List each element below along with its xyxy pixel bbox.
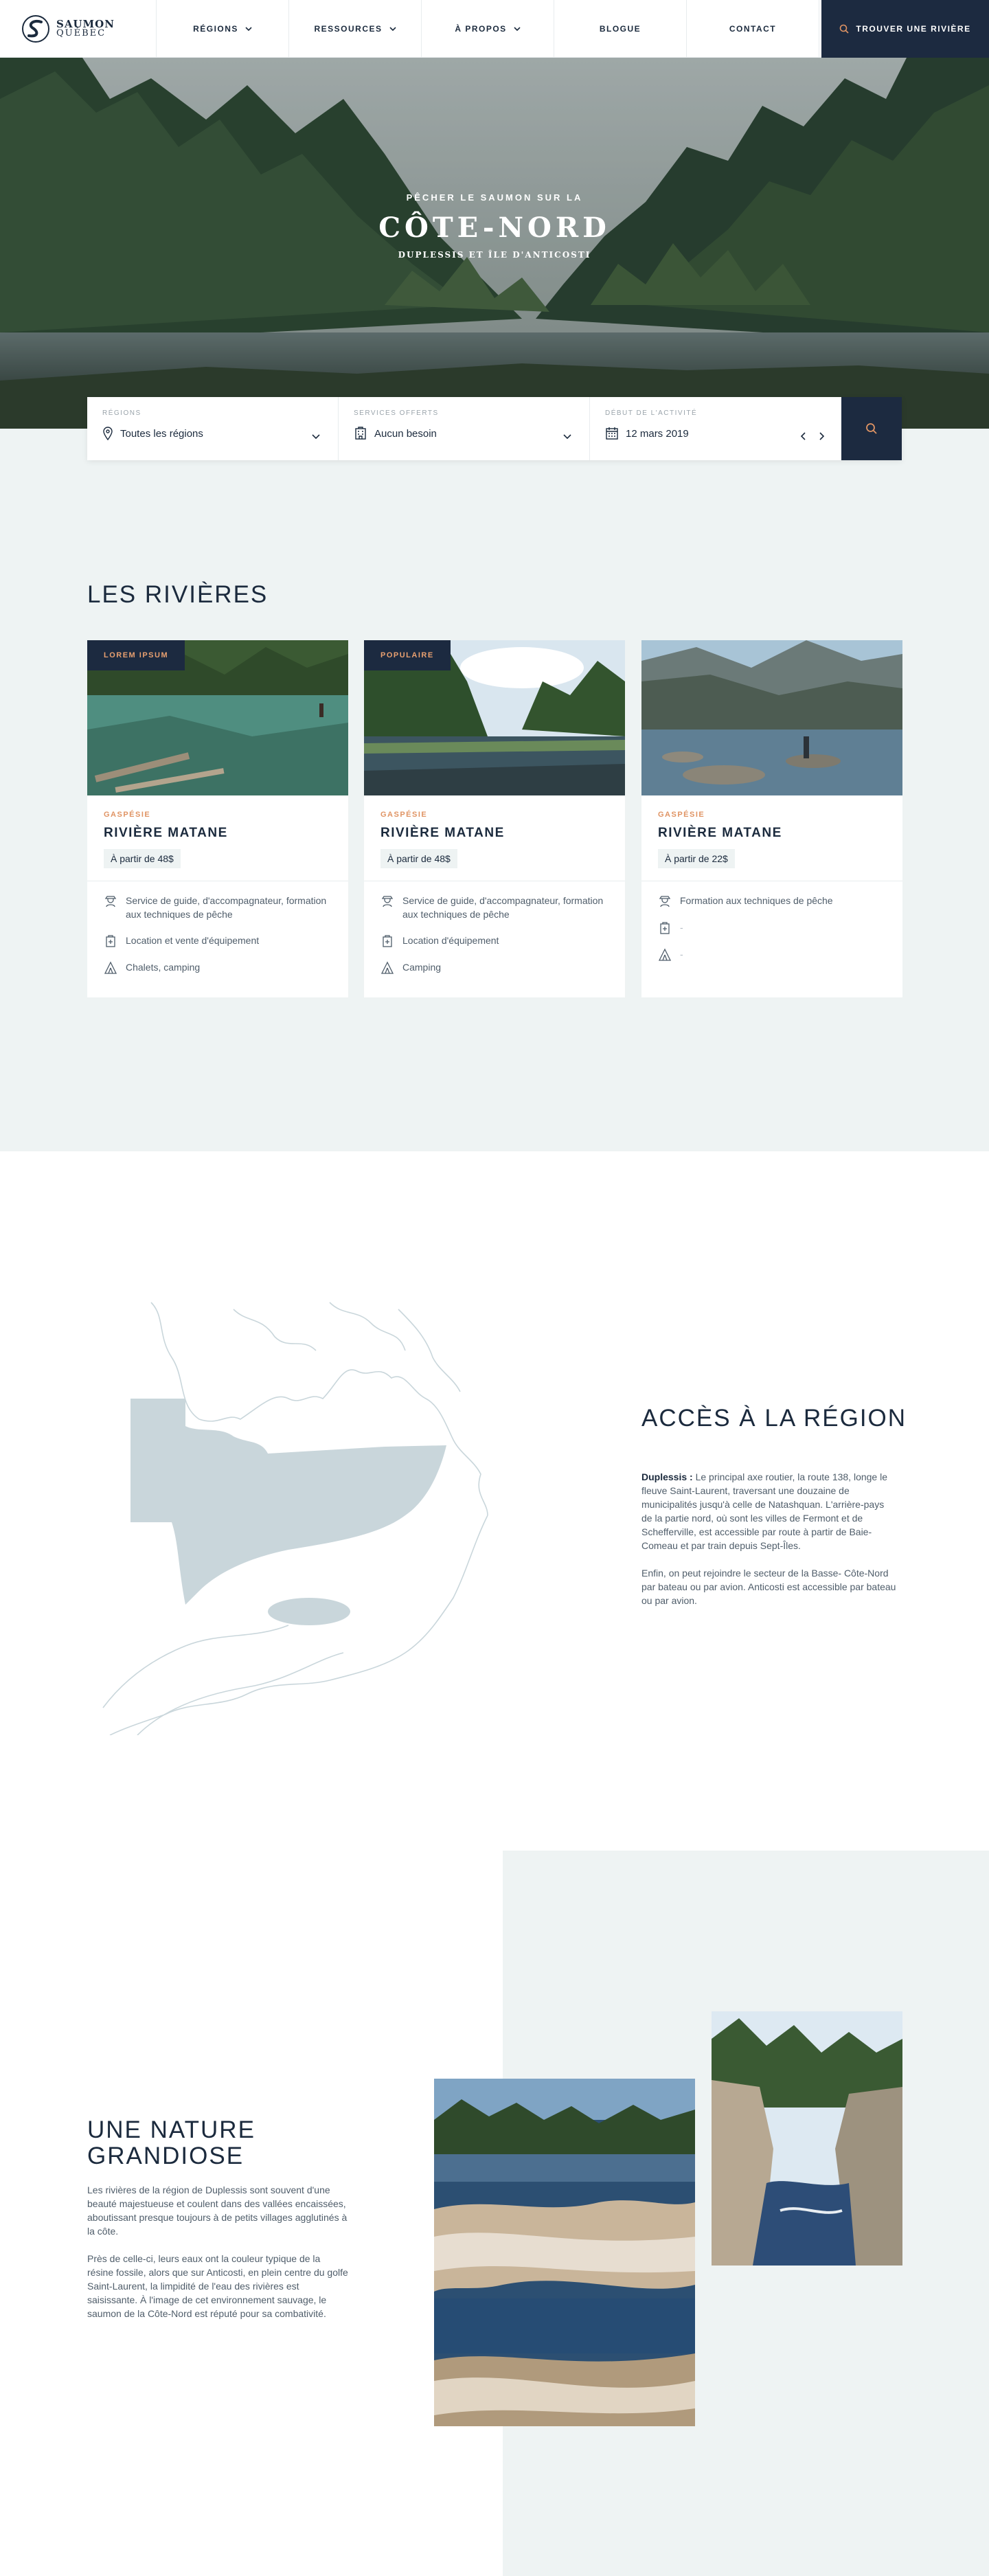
nav-item-label: BLOGUE: [599, 24, 641, 34]
find-river-button[interactable]: [821, 0, 989, 58]
salmon-logo-icon: [21, 14, 51, 44]
tent-icon: [380, 961, 394, 975]
river-photo: [641, 640, 902, 795]
service-label: Service de guide, d'accompagnateur, formation aux techniques de pêche: [126, 895, 327, 920]
chevron-down-icon: [563, 433, 571, 440]
nature-paragraph-2: Près de celle-ci, leurs eaux ont la couleur typique de la résine fossile, alors que sur Anticosti, en plein centre du golfe Saint-Laurent, la limpidité de l'eau des rivières est saisissante. À l'image de cet environnement sauvage, le saumon de la Côte-Nord est réputé pour sa combativité.: [87, 2253, 348, 2319]
nav-item-contact[interactable]: [687, 0, 819, 58]
river-search-bar: [87, 397, 902, 460]
card-region: GASPÉSIE: [380, 811, 428, 819]
service-label: -: [680, 922, 683, 933]
rivers-title: LES RIVIÈRES: [87, 581, 269, 608]
guide-icon: [380, 894, 394, 908]
chevron-down-icon: [245, 25, 252, 32]
date-label: DÉBUT DE L'ACTIVITÉ: [605, 409, 698, 417]
card-price: À partir de 48$: [104, 849, 181, 868]
card-badge: POPULAIRE: [364, 640, 451, 670]
service-label: Formation aux techniques de pêche: [680, 895, 833, 906]
river-photo: [364, 640, 625, 795]
nature-section: [0, 1797, 989, 2576]
nature-text: [87, 2183, 348, 2320]
rivers-section: [0, 429, 989, 1151]
guide-icon: [658, 894, 672, 908]
hero-title: CÔTE-NORD: [378, 212, 611, 244]
chevron-right-icon[interactable]: [818, 431, 825, 441]
access-paragraph-1: Le principal axe routier, la route 138, longe le fleuve Saint-Laurent, traversant une douzaine de municipalités jusqu'à celle de Natashquan. L'arrière-pays de la partie nord, où sont les villes de Fermont et de Schefferville, est accessible par route à partir de Baie-Comeau et par train depuis Sept-Îles.: [641, 1471, 887, 1551]
access-section: [0, 1151, 989, 1797]
find-river-label: TROUVER UNE RIVIÈRE: [856, 24, 971, 34]
access-paragraph-2: Enfin, on peut rejoindre le secteur de la Basse- Côte-Nord par bateau ou par avion. Anticosti est accessible par bateau ou par avion.: [641, 1568, 896, 1606]
access-title: ACCÈS À LA RÉGION: [641, 1405, 907, 1432]
chevron-down-icon: [389, 25, 396, 32]
service-item: [87, 960, 348, 975]
nav-item-about[interactable]: [422, 0, 554, 58]
search-icon: [839, 24, 849, 34]
services-value: Aucun besoin: [374, 427, 437, 440]
card-badge: LOREM IPSUM: [87, 640, 185, 670]
nature-title: UNE NATURE GRANDIOSE: [87, 2116, 255, 2169]
service-label: Camping: [402, 962, 442, 973]
service-item: [364, 934, 625, 948]
river-image: [641, 640, 902, 795]
canyon-photo: [712, 2011, 902, 2266]
access-text: [641, 1470, 897, 1607]
services-select[interactable]: [339, 397, 590, 460]
card-river-name: RIVIÈRE MATANE: [658, 826, 782, 840]
card-price: À partir de 48$: [380, 849, 457, 868]
search-submit-button[interactable]: [841, 397, 902, 460]
region-map: [82, 1296, 522, 1735]
service-item: [641, 947, 902, 962]
hero-kicker: PÊCHER LE SAUMON SUR LA: [406, 192, 583, 203]
equipment-icon: [380, 934, 394, 948]
tent-icon: [104, 961, 117, 975]
card-river-name: RIVIÈRE MATANE: [104, 826, 228, 840]
service-item: [641, 920, 902, 935]
river-card[interactable]: [87, 640, 348, 997]
card-river-name: RIVIÈRE MATANE: [380, 826, 505, 840]
chevron-down-icon: [514, 25, 521, 32]
card-price: À partir de 22$: [658, 849, 735, 868]
service-label: Service de guide, d'accompagnateur, formation aux techniques de pêche: [402, 895, 604, 920]
nav-item-resources[interactable]: [289, 0, 422, 58]
card-region: GASPÉSIE: [104, 811, 151, 819]
brand-line1: SAUMON: [56, 18, 115, 30]
service-item: [364, 960, 625, 975]
rapids-photo: [434, 2079, 695, 2426]
building-icon: [354, 427, 367, 440]
nav-item-label: À PROPOS: [455, 24, 507, 34]
search-icon: [865, 422, 878, 435]
regions-select[interactable]: [87, 397, 339, 460]
calendar-icon: [605, 427, 619, 440]
river-photo: [87, 640, 348, 795]
equipment-icon: [658, 921, 672, 935]
service-item: [364, 894, 625, 921]
service-label: Location et vente d'équipement: [126, 935, 260, 946]
river-card[interactable]: [641, 640, 902, 997]
nature-paragraph-1: Les rivières de la région de Duplessis sont souvent d'une beauté majestueuse et coulent dans des vallées encaissées, aboutissant presque toujours à de petits villages agglutinés à la côte.: [87, 2184, 348, 2237]
service-label: Location d'équipement: [402, 935, 499, 946]
regions-label: RÉGIONS: [102, 409, 141, 417]
hero-banner: [0, 58, 989, 429]
nav-item-blog[interactable]: [554, 0, 687, 58]
services-label: SERVICES OFFERTS: [354, 409, 439, 417]
date-picker[interactable]: [590, 397, 841, 460]
nav-item-label: RÉGIONS: [193, 24, 238, 34]
nav-item-label: RESSOURCES: [314, 24, 383, 34]
equipment-icon: [104, 934, 117, 948]
regions-value: Toutes les régions: [120, 427, 203, 440]
guide-icon: [104, 894, 117, 908]
chevron-left-icon[interactable]: [800, 431, 807, 441]
service-item: [641, 894, 902, 908]
service-label: -: [680, 949, 683, 960]
service-item: [87, 934, 348, 948]
date-value: 12 mars 2019: [626, 427, 689, 440]
map-pin-icon: [102, 427, 113, 440]
nav-item-regions[interactable]: [157, 0, 289, 58]
service-item: [87, 894, 348, 921]
chevron-down-icon: [312, 433, 320, 440]
nav-item-label: CONTACT: [729, 24, 777, 34]
brand-logo[interactable]: [0, 0, 157, 58]
river-card[interactable]: [364, 640, 625, 997]
tent-icon: [658, 948, 672, 962]
hero-subtitle: DUPLESSIS ET ÎLE D'ANTICOSTI: [398, 250, 591, 260]
access-strong: Duplessis :: [641, 1471, 693, 1482]
brand-line2: QUÉBEC: [56, 28, 106, 38]
top-nav: [0, 0, 989, 58]
service-label: Chalets, camping: [126, 962, 201, 973]
card-region: GASPÉSIE: [658, 811, 705, 819]
